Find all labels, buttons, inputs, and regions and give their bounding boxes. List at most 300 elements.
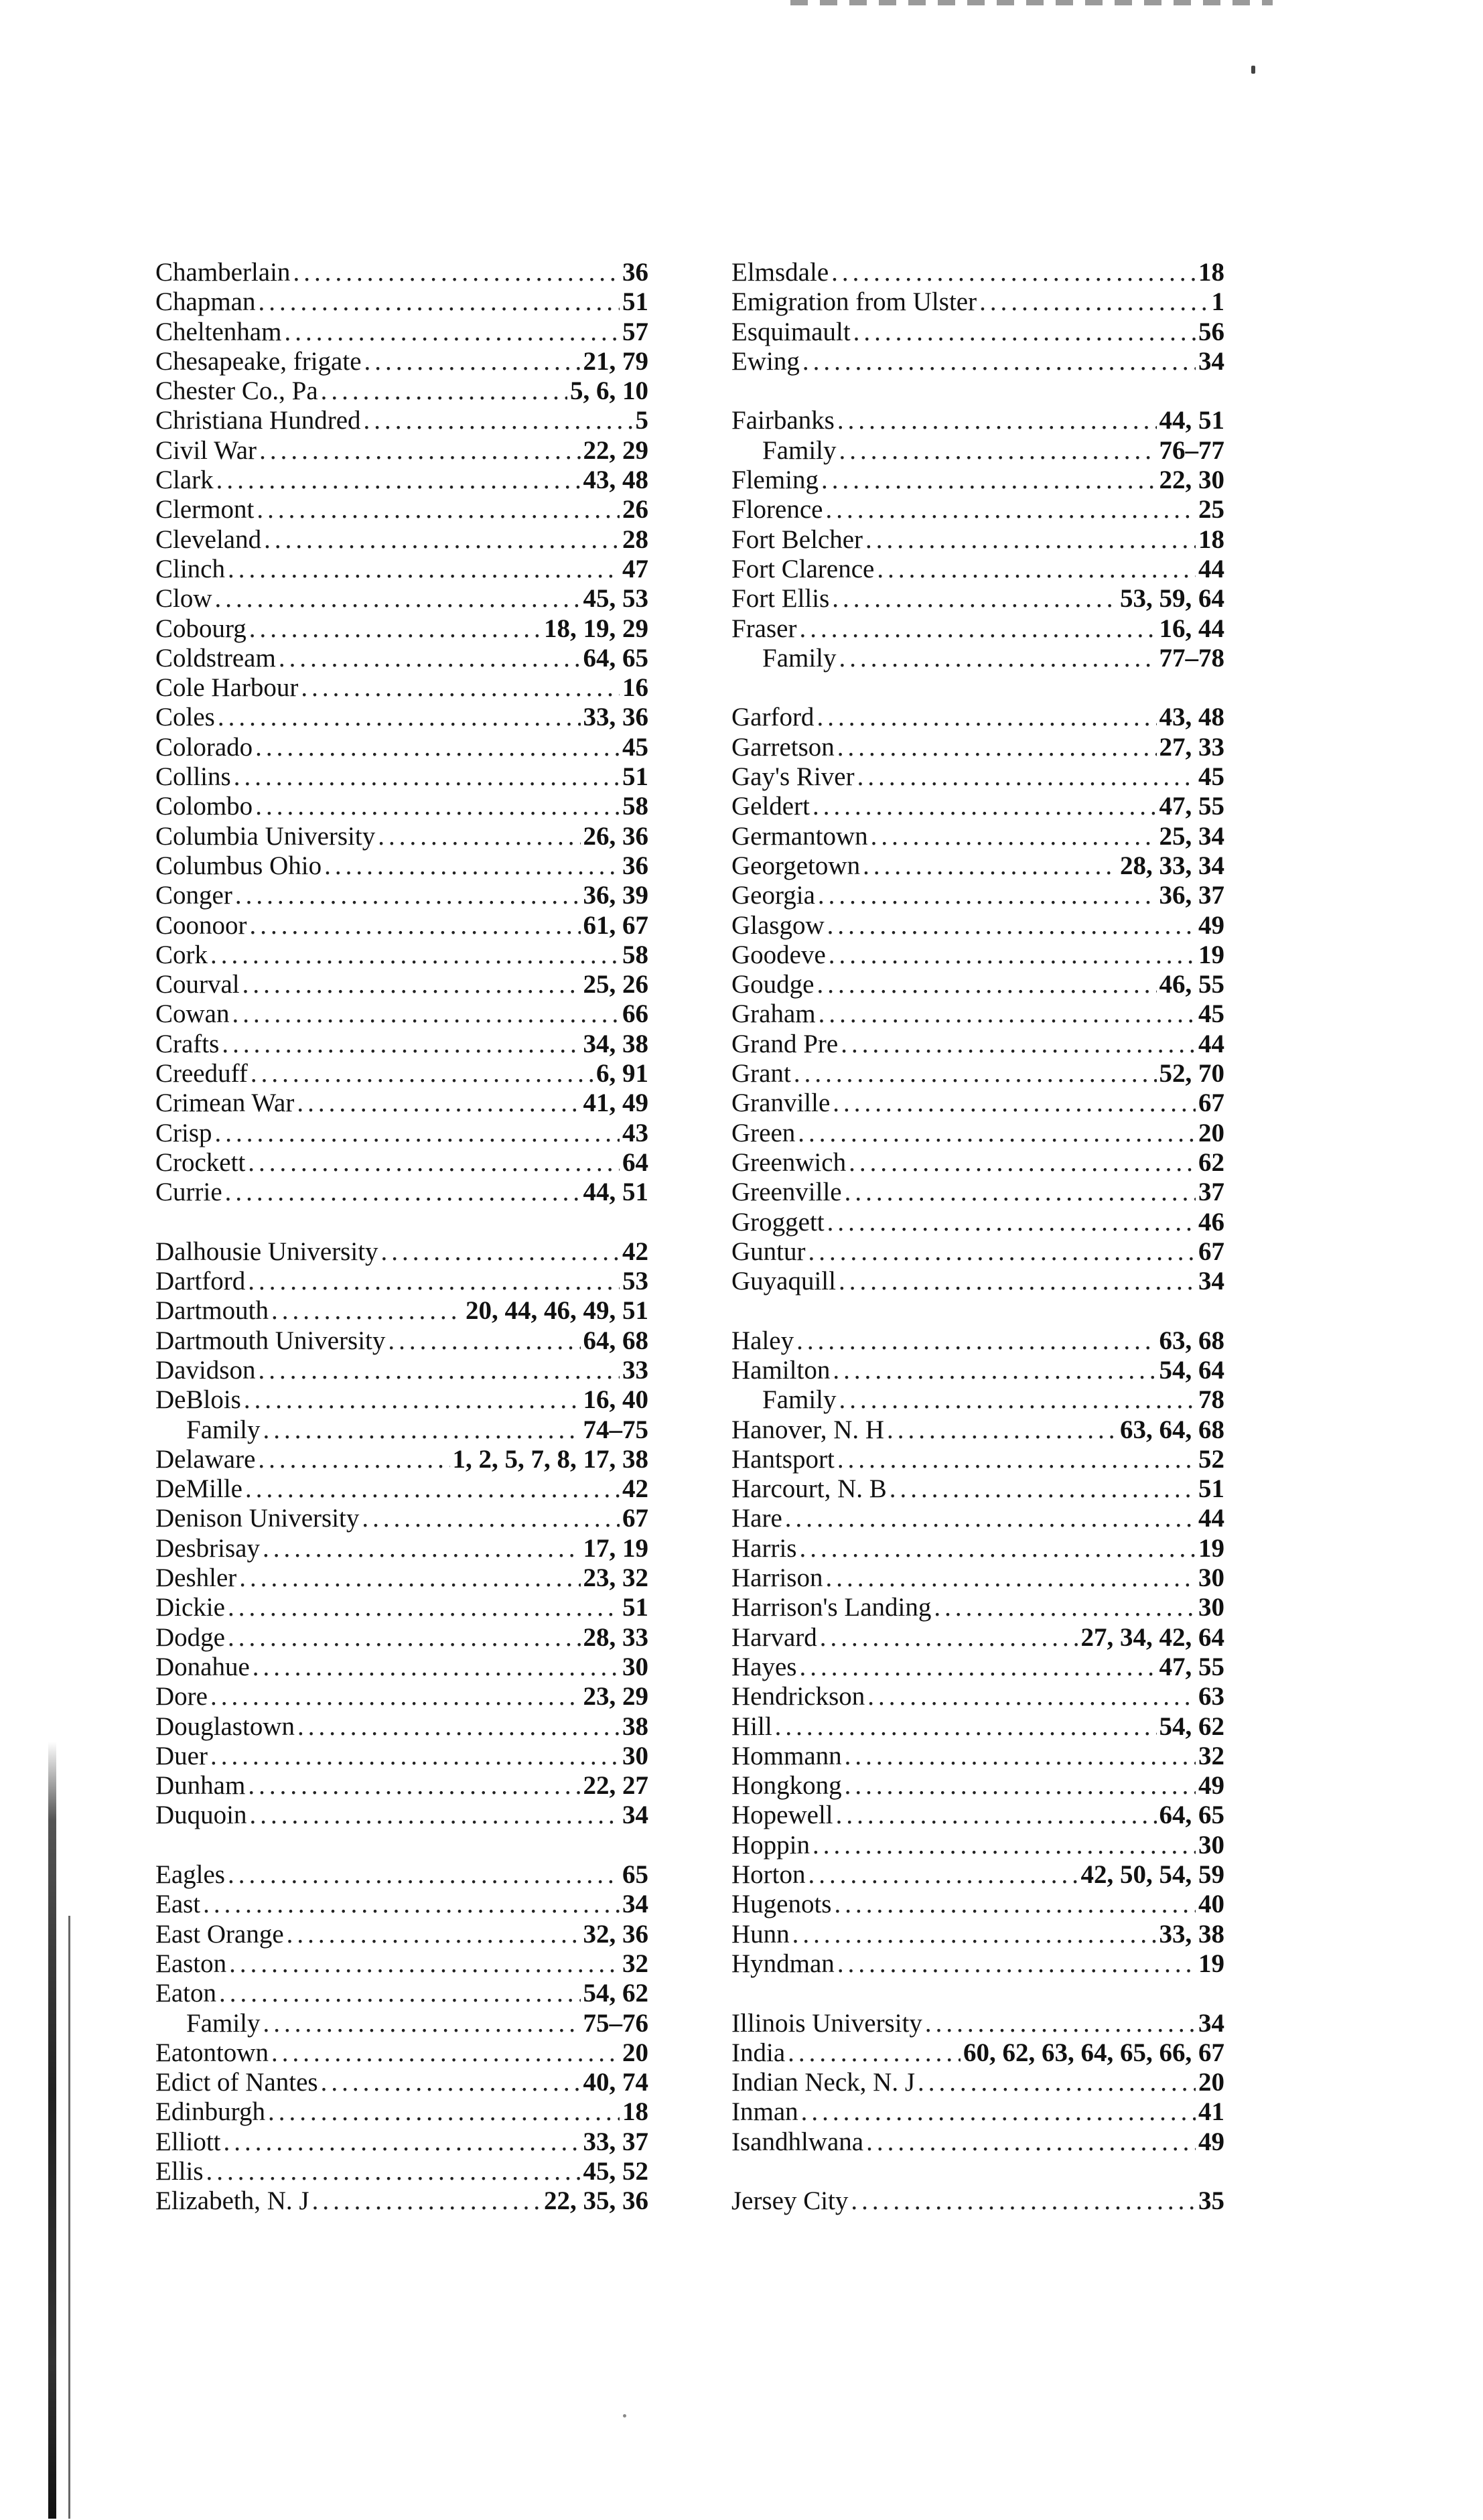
dot-leader	[788, 2038, 961, 2068]
entry-term: Cowan	[155, 999, 230, 1029]
index-column-left	[155, 258, 648, 2217]
dot-leader	[235, 881, 581, 910]
dot-leader	[925, 2009, 1196, 2038]
dot-leader	[216, 466, 581, 495]
index-entry	[731, 1267, 1224, 1296]
entry-pages: 30	[622, 1652, 648, 1681]
entry-term: Colorado	[155, 732, 253, 762]
dot-leader	[258, 1445, 449, 1474]
entry-pages: 34, 38	[583, 1029, 648, 1058]
entry-pages: 20	[1198, 1118, 1224, 1147]
index-entry	[155, 970, 648, 999]
entry-term: Dalhousie University	[155, 1237, 378, 1266]
index-entry	[155, 376, 648, 406]
entry-term: Coles	[155, 703, 215, 732]
entry-term: Hongkong	[731, 1771, 842, 1801]
entry-term: Harrison	[731, 1563, 823, 1593]
dot-leader	[228, 1593, 620, 1622]
entry-term: Emigration from Ulster	[731, 287, 977, 317]
index-entry	[731, 1801, 1224, 1830]
dot-leader	[248, 1771, 580, 1801]
entry-term: Garford	[731, 703, 815, 732]
index-entry	[155, 436, 648, 466]
entry-pages: 36, 39	[583, 881, 648, 910]
entry-pages: 64, 68	[583, 1326, 648, 1355]
index-entry	[155, 555, 648, 584]
entry-pages: 44, 51	[583, 1178, 648, 1207]
entry-term: Harcourt, N. B	[731, 1474, 887, 1504]
entry-pages: 37	[1198, 1178, 1224, 1207]
entry-term: Christiana Hundred	[155, 406, 361, 435]
dot-leader	[837, 1445, 1196, 1474]
dot-leader	[297, 1712, 620, 1742]
entry-term: Deshler	[155, 1563, 237, 1593]
entry-pages: 17, 19	[583, 1533, 648, 1563]
index-entry	[155, 822, 648, 851]
entry-pages: 33, 38	[1159, 1919, 1224, 1949]
dot-leader	[245, 1474, 620, 1504]
entry-term: Indian Neck, N. J	[731, 2068, 916, 2097]
dot-leader	[228, 1623, 581, 1653]
index-entry	[155, 1860, 648, 1890]
index-entry	[731, 1208, 1224, 1237]
index-entry	[155, 733, 648, 762]
entry-pages: 19	[1198, 940, 1224, 969]
index-entry	[731, 287, 1224, 317]
entry-pages: 34	[622, 1801, 648, 1830]
dot-leader	[258, 287, 620, 317]
entry-term: Columbus Ohio	[155, 851, 322, 880]
entry-term: Dartmouth University	[155, 1326, 386, 1355]
entry-pages: 41	[1198, 2097, 1224, 2127]
entry-term: Hamilton	[731, 1355, 831, 1385]
index-subentry	[731, 436, 1224, 466]
index-entry	[731, 1712, 1224, 1742]
scan-speck	[1251, 66, 1255, 74]
index-entry	[155, 1890, 648, 1919]
entry-pages: 62	[1198, 1147, 1224, 1177]
index-entry	[155, 1267, 648, 1296]
index-entry	[731, 318, 1224, 347]
index-entry	[155, 2127, 648, 2157]
dot-leader	[813, 1831, 1196, 1860]
dot-leader	[887, 1415, 1117, 1445]
entry-term: Fairbanks	[731, 406, 835, 435]
entry-pages: 63, 68	[1159, 1326, 1224, 1355]
dot-leader	[297, 1089, 580, 1118]
dot-leader	[863, 851, 1117, 881]
entry-term: Esquimault	[731, 317, 851, 346]
entry-pages: 32, 36	[583, 1919, 648, 1949]
index-entry	[731, 1920, 1224, 1949]
dot-leader	[799, 1653, 1156, 1682]
index-entry	[155, 1385, 648, 1415]
entry-pages: 34	[1198, 346, 1224, 376]
entry-term: Georgetown	[731, 851, 861, 880]
entry-pages: 64, 65	[583, 643, 648, 673]
dot-leader	[224, 2127, 581, 2157]
dot-leader	[257, 495, 620, 524]
entry-term: Hunn	[731, 1919, 790, 1949]
entry-pages: 18	[1198, 524, 1224, 554]
dot-leader	[244, 1385, 581, 1415]
entry-pages: 42, 50, 54, 59	[1080, 1860, 1224, 1890]
dot-leader	[799, 614, 1156, 644]
dot-leader	[808, 1860, 1078, 1890]
entry-term: Family	[186, 2008, 261, 2038]
dot-leader	[802, 347, 1196, 376]
entry-pages: 16	[622, 673, 648, 703]
entry-term: Hopewell	[731, 1801, 833, 1830]
index-entry	[731, 406, 1224, 435]
entry-pages: 45	[622, 732, 648, 762]
dot-leader	[215, 584, 581, 614]
entry-term: Eatontown	[155, 2038, 269, 2067]
dot-leader	[321, 2068, 581, 2097]
entry-term: Hare	[731, 1504, 782, 1533]
dot-leader	[268, 2097, 620, 2127]
entry-pages: 22, 29	[583, 435, 648, 465]
index-entry	[155, 347, 648, 376]
entry-pages: 18	[1198, 258, 1224, 287]
entry-term: Fort Clarence	[731, 554, 875, 583]
entry-pages: 32	[1198, 1741, 1224, 1770]
entry-term: Fort Belcher	[731, 524, 863, 554]
dot-leader	[321, 376, 567, 406]
index-entry	[155, 673, 648, 703]
entry-term: Jersey City	[731, 2186, 849, 2216]
entry-pages: 43	[622, 1118, 648, 1147]
entry-pages: 52, 70	[1159, 1059, 1224, 1089]
dot-leader	[362, 1504, 620, 1533]
entry-term: Crimean War	[155, 1089, 295, 1118]
entry-term: Crockett	[155, 1147, 246, 1177]
entry-pages: 49	[1198, 910, 1224, 940]
entry-pages: 25, 26	[583, 970, 648, 999]
entry-pages: 16, 40	[583, 1385, 648, 1415]
entry-pages: 35	[1198, 2186, 1224, 2216]
entry-term: Colombo	[155, 792, 253, 821]
index-entry	[731, 2127, 1224, 2157]
index-entry	[155, 1920, 648, 1949]
dot-leader	[837, 1949, 1196, 1979]
dot-leader	[203, 1890, 620, 1919]
index-entry	[731, 911, 1224, 940]
entry-pages: 47, 55	[1159, 1652, 1224, 1681]
entry-pages: 54, 64	[1159, 1355, 1224, 1385]
entry-term: Grant	[731, 1059, 791, 1089]
entry-pages: 30	[1198, 1593, 1224, 1622]
dot-leader	[381, 1237, 620, 1267]
dot-leader	[259, 1356, 620, 1385]
index-entry	[155, 1030, 648, 1059]
index-entry	[731, 1504, 1224, 1533]
dot-leader	[918, 2068, 1196, 2097]
index-entry	[731, 1623, 1224, 1653]
index-entry	[731, 1237, 1224, 1267]
entry-pages: 36	[622, 851, 648, 880]
index-entry	[155, 495, 648, 524]
dot-leader	[253, 1653, 620, 1682]
entry-term: Dore	[155, 1682, 208, 1711]
dot-leader	[293, 258, 620, 287]
index-entry	[155, 881, 648, 910]
entry-pages: 42	[622, 1237, 648, 1266]
dot-leader	[827, 1208, 1196, 1237]
index-entry	[731, 614, 1224, 644]
entry-term: Cole Harbour	[155, 673, 299, 703]
entry-pages: 23, 32	[583, 1563, 648, 1593]
entry-term: Family	[762, 435, 837, 465]
dot-leader	[284, 318, 620, 347]
index-entry	[155, 258, 648, 287]
entry-term: Guyaquill	[731, 1267, 836, 1296]
index-entry	[731, 2038, 1224, 2068]
dot-leader	[979, 287, 1208, 317]
entry-pages: 63	[1198, 1682, 1224, 1711]
index-subentry	[731, 644, 1224, 673]
dot-leader	[312, 2186, 541, 2216]
entry-pages: 20	[622, 2038, 648, 2067]
entry-pages: 47, 55	[1159, 792, 1224, 821]
entry-pages: 16, 44	[1159, 614, 1224, 643]
dot-leader	[857, 762, 1196, 792]
entry-term: Glasgow	[731, 910, 825, 940]
entry-term: Harvard	[731, 1622, 817, 1652]
entry-pages: 56	[1198, 317, 1224, 346]
entry-pages: 30	[1198, 1563, 1224, 1593]
entry-pages: 42	[622, 1474, 648, 1504]
entry-term: Dunham	[155, 1771, 246, 1801]
entry-pages: 51	[622, 762, 648, 792]
entry-term: Hayes	[731, 1652, 797, 1681]
dot-leader	[827, 911, 1196, 940]
entry-term: Clow	[155, 584, 212, 614]
entry-pages: 76–77	[1159, 435, 1224, 465]
entry-pages: 25, 34	[1159, 821, 1224, 851]
entry-term: Duquoin	[155, 1801, 247, 1830]
index-entry	[731, 2097, 1224, 2127]
dot-leader	[796, 1326, 1156, 1356]
index-entry	[731, 1089, 1224, 1118]
entry-term: DeMille	[155, 1474, 242, 1504]
entry-term: Coldstream	[155, 643, 276, 673]
index-entry	[155, 1326, 648, 1356]
entry-term: Family	[762, 643, 837, 673]
section-gap	[731, 2157, 1224, 2186]
dot-leader	[835, 1890, 1196, 1919]
dot-leader	[251, 1059, 593, 1089]
entry-pages: 26, 36	[583, 821, 648, 851]
dot-leader	[839, 436, 1157, 466]
entry-pages: 43, 48	[583, 466, 648, 495]
entry-term: Currie	[155, 1178, 222, 1207]
index-entry	[155, 1593, 648, 1622]
index-entry	[731, 495, 1224, 524]
dot-leader	[242, 970, 581, 999]
dot-leader	[818, 881, 1157, 910]
index-entry	[155, 466, 648, 495]
entry-pages: 28, 33, 34	[1120, 851, 1224, 880]
entry-pages: 65	[622, 1860, 648, 1890]
index-entry	[155, 1682, 648, 1711]
dot-leader	[794, 1059, 1157, 1089]
entry-pages: 33, 37	[583, 2127, 648, 2156]
dot-leader	[219, 1979, 581, 2008]
entry-pages: 45, 52	[583, 2157, 648, 2186]
dot-leader	[837, 406, 1157, 435]
dot-leader	[867, 1682, 1196, 1711]
entry-pages: 22, 30	[1159, 466, 1224, 495]
entry-term: Florence	[731, 495, 823, 524]
entry-term: Desbrisay	[155, 1533, 260, 1563]
index-entry	[731, 822, 1224, 851]
dot-leader	[255, 733, 620, 762]
dot-leader	[792, 1920, 1157, 1949]
dot-leader	[841, 1030, 1196, 1059]
dot-leader	[271, 2038, 620, 2068]
dot-leader	[249, 614, 541, 644]
dot-leader	[829, 940, 1196, 970]
index-entry	[155, 1949, 648, 1979]
entry-term: Creeduff	[155, 1059, 248, 1089]
entry-pages: 20	[1198, 2068, 1224, 2097]
entry-term: Crafts	[155, 1029, 220, 1058]
entry-term: Isandhlwana	[731, 2127, 864, 2156]
entry-pages: 34	[1198, 1267, 1224, 1296]
dot-leader	[248, 1267, 620, 1296]
entry-pages: 63, 64, 68	[1120, 1415, 1224, 1444]
entry-term: Hyndman	[731, 1949, 835, 1978]
entry-pages: 20, 44, 46, 49, 51	[466, 1296, 648, 1326]
entry-pages: 54, 62	[1159, 1711, 1224, 1741]
index-entry	[155, 1474, 648, 1504]
entry-pages: 22, 35, 36	[544, 2186, 648, 2216]
entry-term: Inman	[731, 2097, 798, 2127]
entry-term: Clinch	[155, 554, 225, 583]
index-entry	[155, 1148, 648, 1178]
dot-leader	[228, 555, 620, 584]
entry-term: Grand Pre	[731, 1029, 839, 1058]
dot-leader	[839, 644, 1157, 673]
entry-term: Easton	[155, 1949, 227, 1978]
index-entry	[155, 762, 648, 792]
entry-term: Greenwich	[731, 1147, 847, 1177]
entry-pages: 60, 62, 63, 64, 65, 66, 67	[963, 2038, 1224, 2067]
entry-term: Chesapeake, frigate	[155, 346, 362, 376]
dot-leader	[836, 1801, 1157, 1830]
entry-pages: 44, 51	[1159, 406, 1224, 435]
entry-term: Green	[731, 1118, 796, 1147]
entry-term: Greenville	[731, 1178, 842, 1207]
index-entry	[731, 525, 1224, 555]
index-entry	[731, 733, 1224, 762]
index-entry	[731, 792, 1224, 821]
entry-term: Harrison's Landing	[731, 1593, 932, 1622]
dot-leader	[799, 1534, 1196, 1563]
entry-pages: 58	[622, 792, 648, 821]
entry-term: Denison University	[155, 1504, 360, 1533]
entry-term: Family	[186, 1415, 261, 1444]
entry-term: Courval	[155, 970, 240, 999]
dot-leader	[263, 2009, 581, 2038]
scan-artifact-top	[790, 0, 1273, 5]
index-entry	[155, 1653, 648, 1682]
entry-pages: 57	[622, 317, 648, 346]
entry-term: Davidson	[155, 1355, 256, 1385]
index-entry	[155, 1534, 648, 1563]
entry-term: Harris	[731, 1533, 797, 1563]
index-entry	[731, 1534, 1224, 1563]
index-entry	[731, 1860, 1224, 1890]
entry-pages: 61, 67	[583, 910, 648, 940]
entry-pages: 30	[622, 1741, 648, 1770]
index-entry	[731, 555, 1224, 584]
index-subentry	[731, 1385, 1224, 1415]
entry-pages: 77–78	[1159, 643, 1224, 673]
index-entry	[731, 2186, 1224, 2216]
index-entry	[731, 1030, 1224, 1059]
dot-leader	[232, 999, 620, 1029]
index-entry	[155, 1623, 648, 1653]
index-entry	[155, 584, 648, 614]
index-entry	[731, 258, 1224, 287]
entry-pages: 44	[1198, 1029, 1224, 1058]
dot-leader	[364, 347, 581, 376]
entry-pages: 27, 33	[1159, 732, 1224, 762]
entry-term: Granville	[731, 1089, 831, 1118]
entry-term: Cobourg	[155, 614, 246, 643]
entry-term: Crisp	[155, 1118, 212, 1147]
dot-leader	[215, 1119, 620, 1148]
entry-term: Elizabeth, N. J	[155, 2186, 309, 2216]
entry-pages: 64	[622, 1147, 648, 1177]
entry-term: Duer	[155, 1741, 208, 1770]
index-entry	[155, 287, 648, 317]
entry-term: Hill	[731, 1711, 772, 1741]
entry-pages: 18, 19, 29	[544, 614, 648, 643]
dot-leader	[849, 1148, 1196, 1178]
section-gap	[731, 673, 1224, 703]
entry-pages: 43, 48	[1159, 703, 1224, 732]
entry-pages: 75–76	[583, 2008, 648, 2038]
index-entry	[731, 1178, 1224, 1207]
index-entry	[155, 2186, 648, 2216]
entry-pages: 54, 62	[583, 1979, 648, 2008]
dot-leader	[287, 1920, 581, 1949]
entry-term: Hantsport	[731, 1444, 835, 1474]
index-entry	[731, 1771, 1224, 1801]
entry-pages: 67	[1198, 1237, 1224, 1266]
entry-term: Chester Co., Pa	[155, 376, 318, 406]
entry-term: Eagles	[155, 1860, 225, 1890]
index-entry	[731, 1949, 1224, 1979]
entry-term: DeBlois	[155, 1385, 241, 1415]
dot-leader	[775, 1712, 1157, 1742]
index-entry	[731, 1356, 1224, 1385]
entry-pages: 44	[1198, 1504, 1224, 1533]
index-entry	[155, 1356, 648, 1385]
dot-leader	[263, 1534, 581, 1563]
dot-leader	[234, 762, 620, 792]
entry-term: Hendrickson	[731, 1682, 865, 1711]
index-entry	[731, 1059, 1224, 1089]
index-entry	[731, 970, 1224, 999]
dot-leader	[851, 2186, 1196, 2216]
dot-leader	[865, 525, 1196, 555]
entry-term: East Orange	[155, 1919, 284, 1949]
entry-pages: 64, 65	[1159, 1801, 1224, 1830]
